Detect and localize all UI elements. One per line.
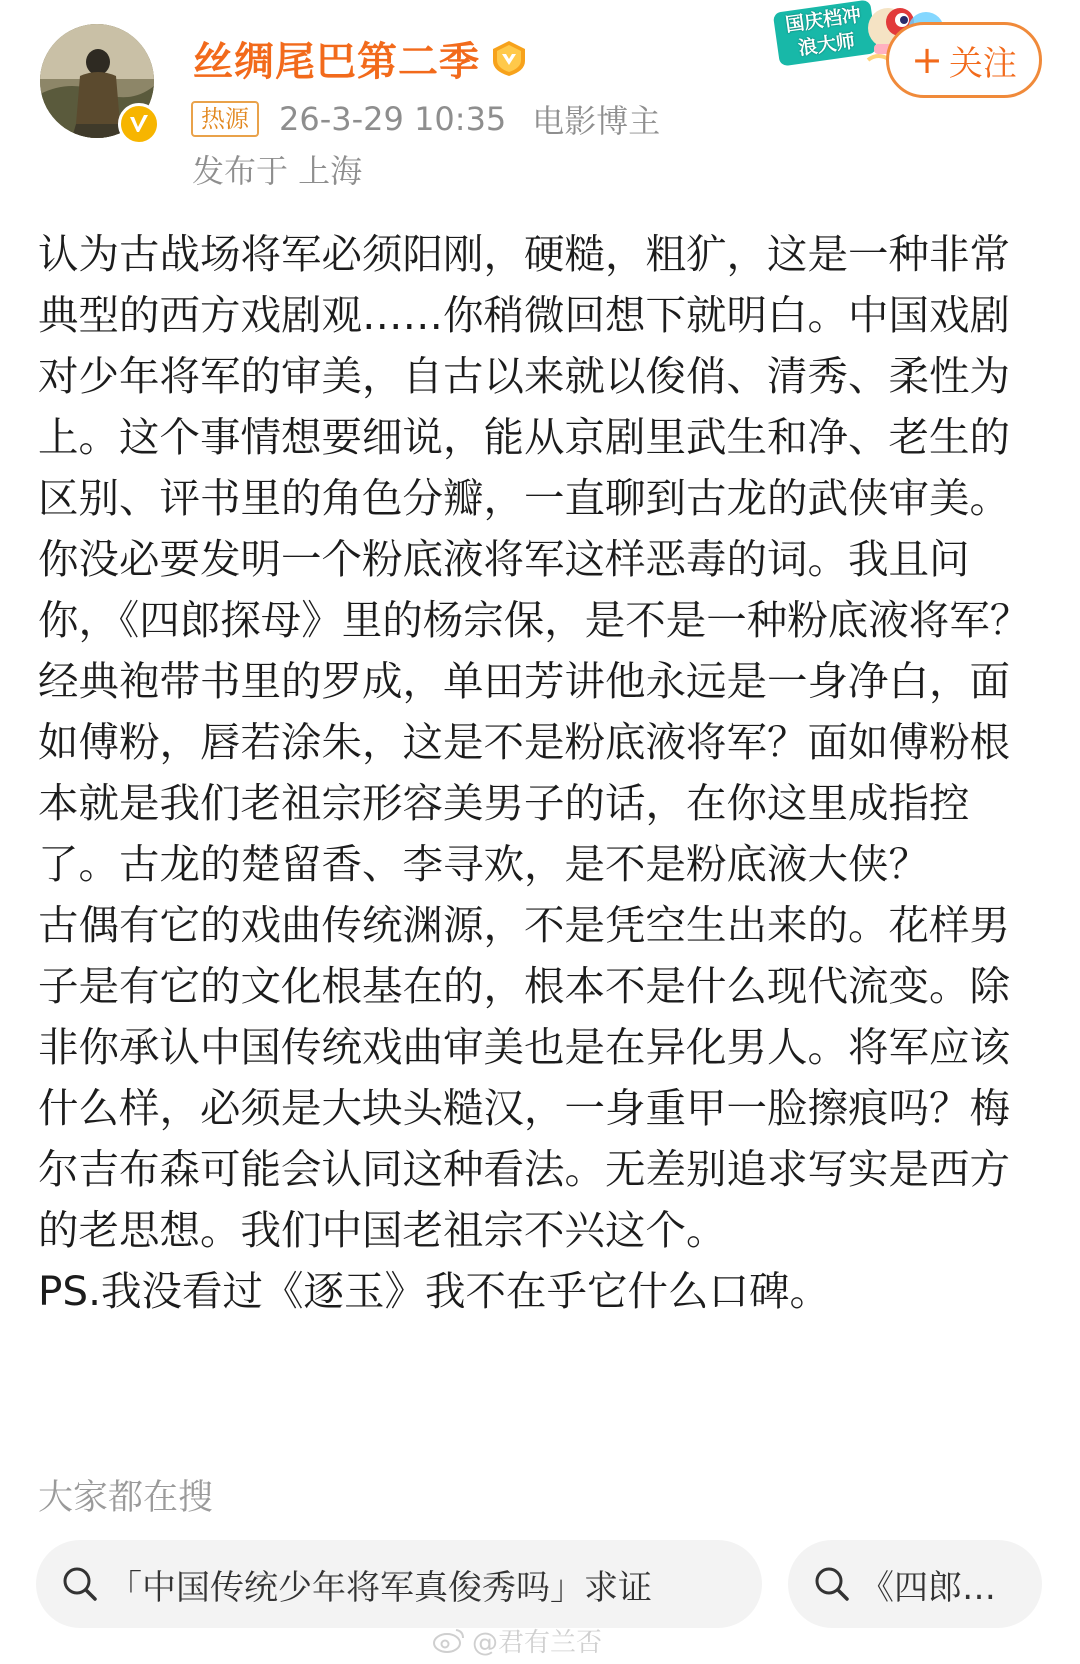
post-content xyxy=(38,224,1044,1322)
search-suggestion-chip[interactable] xyxy=(788,1540,1042,1628)
follow-label: 关注 xyxy=(948,43,1017,84)
vip-badge-icon xyxy=(490,39,528,77)
username[interactable]: 丝绸尾巴第二季 xyxy=(193,38,480,85)
watermark-text: @君有兰否 xyxy=(472,1627,603,1658)
search-suggestion-label: 《四郎… xyxy=(860,1567,996,1608)
post-paragraph-1: 认为古战场将军必须阳刚，硬糙，粗犷，这是一种非常典型的西方戏剧观……你稍微回想下就明白。中国戏剧对少年将军的审美，自古以来就以俊俏、清秀、柔性为上。这个事情想要细说，能从京剧里武生和净、老生的区别、评书里的角色分瓣，一直聊到古龙的武侠审美。你没必要发明一个粉底液将军这样恶毒的词。我且问你，《四郎探母》里的杨宗保，是不是一种粉底液将军？经典袍带书里的罗成，单田芳讲他永远是一身净白，面如傅粉，唇若涂朱，这是不是粉底液将军？面如傅粉根本就是我们老祖宗形容美男子的话，在你这里成指控了。古龙的楚留香、李寻欢，是不是粉底液大侠？ xyxy=(38,230,1031,888)
search-icon xyxy=(60,1564,100,1604)
trending-search-heading: 大家都在搜 xyxy=(38,1478,214,1518)
verified-badge-icon xyxy=(118,103,160,145)
username-row xyxy=(193,30,528,86)
search-suggestion-chip[interactable] xyxy=(36,1540,762,1628)
hot-source-tag[interactable]: 热源 xyxy=(191,101,259,137)
plus-icon: + xyxy=(911,38,943,82)
follow-button[interactable] xyxy=(886,22,1042,98)
author-role: 电影博主 xyxy=(532,102,661,140)
post-meta xyxy=(191,97,660,141)
post-paragraph-2: 古偶有它的戏曲传统渊源，不是凭空生出来的。花样男子是有它的文化根基在的，根本不是什么现代流变。除非你承认中国传统戏曲审美也是在异化男人。将军应该什么样，必须是大块头糙汉，一身重甲一脸擦痕吗？梅尔吉布森可能会认同这种看法。无差别追求写实是西方的老思想。我们中国老祖宗不兴这个。 xyxy=(38,901,1010,1254)
weibo-logo-icon xyxy=(432,1626,466,1654)
post-location: 发布于 上海 xyxy=(192,152,363,190)
post-header xyxy=(0,0,1080,200)
post-paragraph-3: PS.我没看过《逐玉》我不在乎它什么口碑。 xyxy=(38,1267,831,1315)
post-timestamp: 26-3-29 10:35 xyxy=(279,100,507,138)
search-suggestion-label: 「中国传统少年将军真俊秀吗」求证 xyxy=(108,1567,652,1608)
watermark xyxy=(432,1620,602,1660)
search-icon xyxy=(812,1564,852,1604)
event-sticker-label: 国庆档冲浪大师 xyxy=(773,0,878,67)
